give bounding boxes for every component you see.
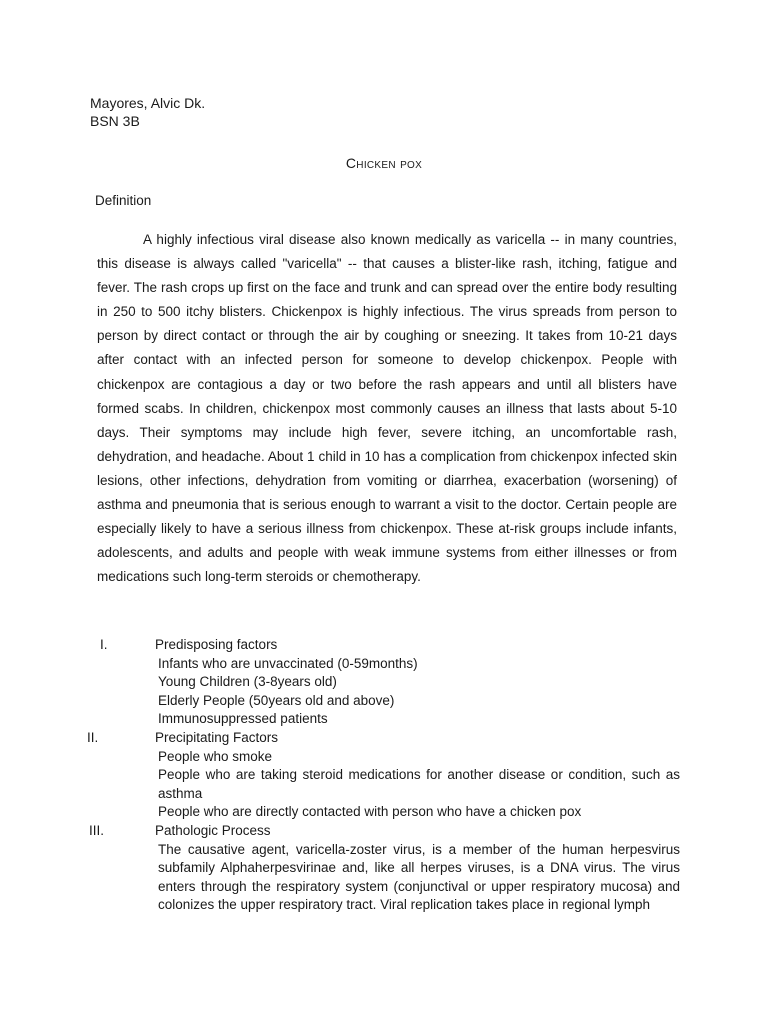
outline-heading: Precipitating Factors <box>155 729 279 745</box>
author-name: Mayores, Alvic Dk. <box>90 95 206 111</box>
document-title: Chicken pox <box>345 155 423 171</box>
list-item: Elderly People (50years old and above) <box>158 692 395 708</box>
list-item: Immunosuppressed patients <box>158 711 328 727</box>
outline-numeral: III. <box>89 822 105 838</box>
author-block <box>90 94 205 130</box>
definition-heading: Definition <box>95 193 152 208</box>
outline-section-precipitating <box>80 729 680 822</box>
list-item: Infants who are unvaccinated (0-59months) <box>158 655 418 671</box>
definition-paragraph: A highly infectious viral disease also known medically as varicella -- in many countries, this disease is always called "varicella" -- that causes a blister-like rash, itching, fatigue and fever. The rash crops up first on the face and trunk and can spread over the entire body resulting in 250 to 500 itchy blisters. Chickenpox is highly infectious. The virus spreads from person to person by direct contact or through the air by coughing or sneezing. It takes from 10-21 days after contact with an infected person for someone to develop chickenpox. People with chickenpox are contagious a day or two before the rash appears and until all blisters have formed scabs. In children, chickenpox most commonly causes an illness that lasts about 5-10 days. Their symptoms may include high fever, severe itching, an uncomfortable rash, dehydration, and headache. About 1 child in 10 has a complication from chickenpox infected skin lesions, other infections, dehydration from vomiting or diarrhea, exacerbation (worsening) of asthma and pneumonia that is serious enough to warrant a visit to the doctor. Certain people are especially likely to have a serious illness from chickenpox. These at-risk groups include infants, adolescents, and adults and people with weak immune systems from either illnesses or from medications such long-term steroids or chemotherapy. <box>97 232 677 585</box>
list-item: Young Children (3-8years old) <box>158 674 337 690</box>
outline-section-pathologic <box>80 822 680 915</box>
outline-heading: Predisposing factors <box>155 637 278 652</box>
outline-list <box>80 636 680 915</box>
list-item: People who are taking steroid medications for another disease or condition, such as asthma <box>158 767 680 801</box>
outline-numeral: II. <box>87 729 99 745</box>
outline-section-predisposing <box>80 636 680 729</box>
list-item: People who smoke <box>158 748 273 764</box>
list-item: People who are directly contacted with person who have a chicken pox <box>158 804 582 820</box>
outline-heading: Pathologic Process <box>155 822 271 838</box>
outline-numeral: I. <box>100 637 108 652</box>
author-section: BSN 3B <box>90 113 140 129</box>
list-item: The causative agent, varicella-zoster virus, is a member of the human herpesvirus subfamily Alphaherpesvirinae and, like all herpes viruses, is a DNA virus. The virus enters through the respiratory system (conjunctival or upper respiratory mucosa) and colonizes the upper respiratory tract. Viral replication takes place in regional lymph <box>158 841 680 913</box>
